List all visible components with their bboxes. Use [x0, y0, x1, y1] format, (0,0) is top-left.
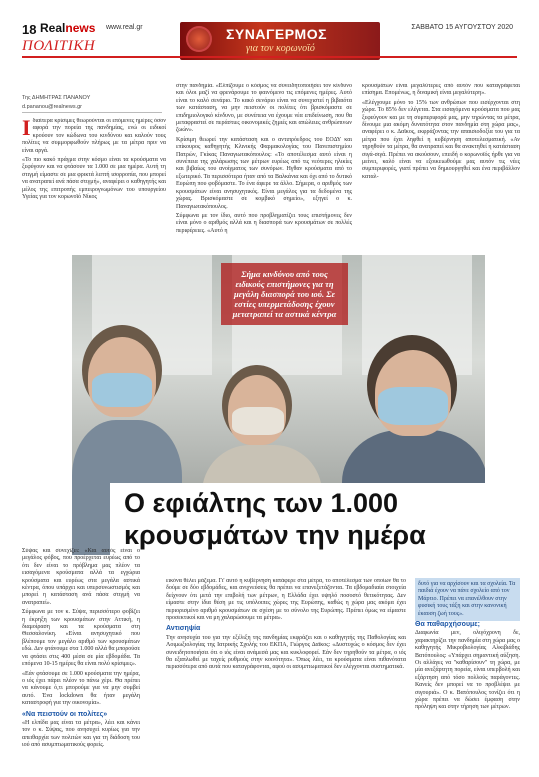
- brand-logo: [40, 21, 95, 35]
- br-paragraph-1: Διαφωνία μεν, ολιγόχρονη δε, χαρακτηρίζει την πανδημία στη χώρα μας ο καθηγητής Μικροβιολογίας Αλκιβιάδης Βατόπουλος: «Υπάρχει σημαντική αύξηση. Οι αλλάγες να "καθαρίσουν" τη χώρα, με μία ανεξάρτητη πορεία, είναι υπερβολή και εξάρτηση από τόσο πολλούς παράγοντες. Κανείς δεν μπορεί να το προβλέψει με σιγουριά». Ο κ. Βατόπουλος τονίζει ότι η χώρα πρέπει να δώσει έμφαση στην πρόληψη και στην τήρηση των μέτρων.: [415, 630, 520, 711]
- column-bottom-right: [415, 618, 520, 773]
- col3-paragraph-2: «Ελέγχουμε μόνο το 15% των ανθρώπων που εισέρχονται στη χώρα. Το 85% δεν ελέγεται. Στα εισαγόμενα κρούσματα που μας ξεφεύγουν και με τη συμπεριφορά μας, μην τηρώντας τα μέτρα, δίνουμε μια ακόμη δυνατότητα στον πανδημία στη χώρα μας», αναφέρει ο κ. Δαϊκος, εκφράζοντας την απαισιοδοξία του για τα μέτρα που έχει ληφθεί η κυβέρνηση αποτελεσματική. «Αν τηρηθούν τα μέτρα, θα ανατραπεί και θα ανακτηθεί η κατάσταση σιγά-σιγά. Πρέπει να ακούσουν, επειδή ο κορωνοϊός ήρθε για να μείνει, καλό είναι να εξοικειωθούμε μας αυτόν τις νέες συμπεριφορές, γιατί πρέπει να δημιουργηθεί και ένα περιβάλλον καταλ-: [362, 99, 520, 180]
- highlighted-text-box: δυτό για να αρχίσουν και τα σχολεία. Τα παιδιά έχουν να πάνε σχολείο από τον Μάρτιο. Πρέπει να επανέλθουν στην φυσική τους τάξη και στην κανονική έκαυση ζωή τους».: [415, 578, 520, 621]
- bm-subheading: Αντισηψία: [166, 625, 201, 633]
- face-mask: [378, 387, 448, 425]
- issue-date: ΣΑΒΒΑΤΟ 15 ΑΥΓΟΥΣΤΟΥ 2020: [411, 24, 513, 31]
- bl-paragraph-3: «Εάν φτάσουμε σε 1.000 κρούσματα την ημέρα, ο ιός έχει πάρει πλέον το πάνω χέρι. Θα πρέπει να κάνουμε ό,τι μπορούμε για να μην συμβεί αυτό. Ένα lockdown θα ήταν μεγάλη καταστροφή για την οικονομία».: [22, 670, 140, 707]
- col3-paragraph-1: κρουσμάτων είναι μεγαλύτερες από αυτόν που καταγράφεται επίσημα. Επομένως, η διναμική είναι μεγαλύτερη».: [362, 83, 520, 97]
- br-subheading: Θα παθαρχήσουμε;: [415, 621, 480, 628]
- section-title: ΠΟΛΙΤΙΚΗ: [22, 38, 96, 54]
- bl-subheading: «Να πειστούν οι πολίτες»: [22, 710, 108, 718]
- column-1: [22, 118, 166, 252]
- page-header: [0, 0, 539, 64]
- bm-paragraph-2: Την ανησυχία του για την εξέλιξη της πανδημίας εκφράζει και ο καθηγητής της Παθολογίας και Λοιμωξιολογίας της Ιατρικής Σχολής του ΕΚΠΑ, Γιώργος Δαϊκος: «Δυστυχώς ο κόσμος δεν έχει συνειδητοποιήσει ότι ο ιός είναι ανάμεσά μας και κυκλοφορεί. Εάν δεν τηρηθούν τα μέτρα, ο ιός θα εξαπλωθεί με ταχείς ρυθμούς στην κοινότητα». Όπως λέει, τα κρούσματα είναι πιθανότατα περισσότερα από αυτά που καταγράφονται, αφού οι ασυμπτωματικοί δεν ελέγχονται συστηματικά.: [166, 634, 406, 671]
- headline: Ο εφιάλτης των 1.000 κρουσμάτων την ημέρα: [110, 483, 490, 555]
- coronavirus-banner: [180, 22, 380, 60]
- face-mask: [232, 407, 284, 435]
- author-email: d.pananou@realnews.gr: [22, 104, 83, 110]
- header-divider: [22, 56, 517, 58]
- column-bottom-middle: [166, 578, 406, 773]
- brand-news: news: [65, 21, 96, 35]
- page-number: 18: [22, 22, 37, 37]
- column-bottom-left: [22, 548, 140, 773]
- site-url: www.real.gr: [106, 24, 143, 31]
- col2-paragraph-3: Σύμφωνα με τον ίδιο, αυτό που προβληματίζει τους επιστήμονες δεν είναι μόνο ο αριθμός αλλά και η διασπορά των κρουσμάτων σε πολλές περιφέρειες. «Αυτό η: [176, 212, 352, 234]
- banner-subtitle: για τον κορωνοϊό: [246, 43, 315, 54]
- drop-cap: Ι: [22, 118, 31, 140]
- brand-real: Real: [40, 21, 66, 35]
- banner-title: ΣΥΝΑΓΕΡΜΟΣ: [226, 26, 328, 42]
- byline: Της ΔΗΜΗΤΡΑΣ ΠΑΝΑΝΟΥ: [22, 95, 91, 101]
- bl-paragraph-1: Σύψας και συνεχίζει: «Και αυτός είναι ο μεγάλος φόβος, που προέρχεται ευρέως από το ότι δεν είναι το πρόβλημα μας πλέον τα εισαγόμενα κρούσματα αλλά τα εγχώρια κρούσματα και ευρέως στα μεγάλα αστικά κέντρα, όπου υπάρχει και υπερσυνωστισμός και μπορεί η κατάσταση ανά πάσα στιγμή να ανατραπεί».: [22, 548, 140, 606]
- pull-quote: Σήμα κινδύνου από τους ειδικούς επιστήμονες για τη μεγάλη διασπορά του ιού. Σε εστίες υπερμετάδοσης έχουν μετατραπεί τα αστικά κέντρα: [221, 263, 348, 325]
- col2-paragraph-2: Κρίσιμη θεωρεί την κατάσταση και ο αντιπρόεδρος του ΕΟΔΥ και επίκουρος καθηγητής Κλινικής Φαρμακολογίας του Πανεπιστημίου Πατρών, Γκίκας Παναγιωτακόπουλος: «Το αποτέλεσμα αυτό είναι η συνέπεια της χαλάρωσης των μέτρων ευρέως από τις νεότερες ηλικίες και βιβαίως του ανοίγματος των συνόρων. Ηγθαν κρούσματα από το εξωτερικό. Τα περισσότερα ήταν από τα Βαλκάνια και όχι από το δυτικό Ευρώπη που φοβόμαστε. Το ένα άφερε τα άλλο. Σήμερα, ο αριθμός των κρουσμάτων είναι ανησυχητικός. Είναι μεγάλος για τα δεδομένα της χώρας. Βρισκόμαστε σε κομβικό σημείο», εξηγεί ο κ. Παναγιωτακόπουλος.: [176, 136, 352, 210]
- bm-paragraph-1: εικόνα θέλει μάζεμα. Γι' αυτό η κυβέρνηση κατάφερε στα μέτρα, το αποτέλεσμα των οποίων θα το δούμε σε δύο εβδομάδες, και ανιχνεύσεις θα πρέπει να επανεξετάζονται. Τα εβδομαδιαία στοιχεία δείχνουν ότι μετά την επιβολή των μέτρων, η Ελλάδα έχει υψηλό ποσοστό θετικότητας. Δεν είμαστε στην ίδια θέση με τις υπόλοιπες χώρες της Ευρώπης, καθώς η χώρα μας ακόμα έχει περιορισμένο αριθμό κρουσμάτων σε σχέση με το σύνολο της Ευρώπης. Πρέπει όμως να είμαστε προσεκτικοί και να μη χαλαρώσουμε τα μέτρα».: [166, 578, 406, 622]
- column-2: [176, 83, 352, 252]
- byline-divider: [22, 112, 162, 113]
- col1-paragraph-2: «Το πιο κακό πράγμα στην κόσμο είναι τα κρούσματα να ξεφύγουν και να φτάσουν τα 1.000 σε μια ημέρα. Αυτή τη στιγμή είμαστε σε μια φρικτά λεπτή ισορροπία, που μπορεί να ανατραπεί ανά πάσα στιγμή», αναφέρει ο καθηγητής και μέλος της επιτροπής εμπειρογνωμόνων του υπουργείου Υγείας για τον κορωνοϊό Νίκος: [22, 157, 166, 201]
- column-3: [362, 83, 520, 252]
- col2-paragraph-1: στην πανδημία. «Ελπίζουμε ο κόσμος να συνειδητοποιήσει τον κίνδυνο και όλοι μαζί να φρενάρουμε το φαινόμενο τις επόμενες ημέρες. Αυτό είναι το καλό σενάριο. Το κακό σενάριο είναι να συνεχιστεί η βιβαιότα των κατάσταση, να μην πειστούν οι πολίτες ότι βρισκόμαστε σε επιδημιολογικό κίνδυνο, με συνέπεια να έχουμε νέα επιδείνωση, που θα μεταφραστεί σε περάστιες οικονομικές ζημιές και απώλειες ανθρώπινων ζωών».: [176, 83, 352, 134]
- face-mask: [92, 373, 152, 407]
- bl-paragraph-2: Σύμφωνα με τον κ. Σύψα, περισσότερο φοβίζει η έκρηξη των κρουσμάτων στην Αττική, η διαμοίραση και τα κρούσματα στη Θεσσαλονίκη. «Είναι ανησυχητικό που βλέπουμε τον μεγάλο αριθμό των κρουσμάτων εδώ. Δεν φτάνουμε στα 1.000 αλλά θα μπορούσε να φτάσει στις 400 μέσα σε μία εβδομάδα. Τα επόμενα 10-15 ημέρες θα είναι πολύ κρίσιμες».: [22, 609, 140, 668]
- virus-icon: [186, 26, 212, 52]
- bl-paragraph-4: «Η ελπίδα μας είναι τα μέτρα», λέει και κάνει τον ο κ. Σύψας, που ανησυχεί κυρίως για την απειθαρχία των πολιτών και για τη διάδοση του ιού από ασυμπτωματικούς φορείς.: [22, 719, 140, 749]
- col1-paragraph-1: διαίτερα κρίσιμες θεωρούνται οι επόμενες ημέρες όσον αφορά την πορεία της πανδημίας, ενώ οι ειδικοί κρούουν τον κώδωνα του κινδύνου και καλούν τους πολίτες να συμμορφωθούν πλήρως με τα μέτρα πριν να είναι αργά.: [22, 118, 166, 154]
